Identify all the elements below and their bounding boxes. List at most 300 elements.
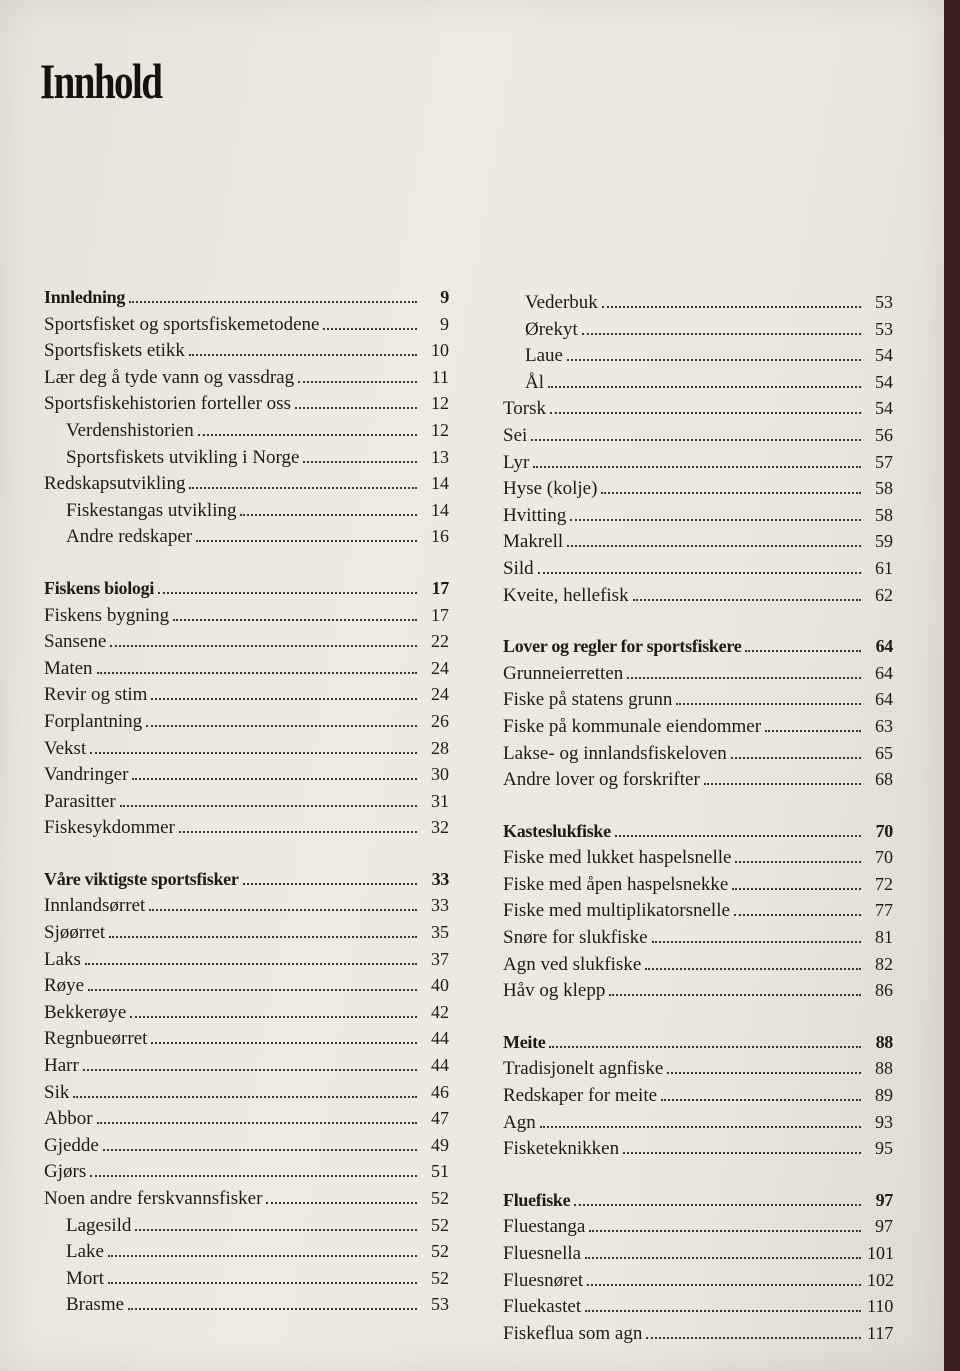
toc-entry-label: Fiskens biologi <box>44 577 155 598</box>
dot-leader <box>646 1337 861 1339</box>
section-spacer <box>44 844 449 869</box>
toc-entry <box>503 425 893 452</box>
dot-leader <box>538 572 861 574</box>
page-title: Innhold <box>40 53 162 109</box>
toc-entry-label: Harr <box>44 1055 79 1077</box>
dot-leader <box>533 466 861 468</box>
toc-page-number: 17 <box>431 577 449 598</box>
toc-section-heading <box>44 578 449 605</box>
toc-entry <box>503 531 893 558</box>
toc-entry-label: Abbor <box>44 1108 93 1130</box>
toc-entry-label: Vekst <box>44 737 87 759</box>
dot-leader <box>130 1016 417 1018</box>
dot-leader <box>303 461 417 463</box>
dot-leader <box>135 1229 417 1231</box>
toc-page-number: 14 <box>431 473 449 494</box>
dot-leader <box>585 1310 861 1312</box>
dot-leader <box>661 1099 861 1101</box>
dot-leader <box>548 386 861 388</box>
toc-page-number: 32 <box>431 817 449 838</box>
toc-entry <box>503 398 893 425</box>
toc-page-number: 70 <box>875 847 893 868</box>
toc-page-number: 101 <box>867 1243 894 1263</box>
toc-entry <box>44 393 449 420</box>
toc-entry-label: Fiske med lukket haspelsnelle <box>503 847 732 869</box>
toc-entry <box>44 738 449 765</box>
dot-leader <box>652 941 861 943</box>
toc-page-number: 61 <box>875 557 893 578</box>
dot-leader <box>676 703 861 705</box>
toc-page-number: 53 <box>875 292 893 312</box>
toc-left-column <box>44 287 449 1321</box>
toc-entry <box>44 922 449 949</box>
toc-entry <box>44 764 449 791</box>
toc-page-number: 88 <box>875 1058 893 1079</box>
toc-entry <box>44 631 449 658</box>
toc-entry-label: Sportsfiskets utvikling i Norge <box>66 446 300 468</box>
toc-entry-label: Regnbueørret <box>44 1028 148 1050</box>
toc-page-number: 44 <box>431 1028 449 1049</box>
dot-leader <box>323 328 417 330</box>
toc-entry-label: Makrell <box>503 531 564 553</box>
toc-entry <box>503 478 893 505</box>
toc-entry <box>44 1294 449 1321</box>
toc-entry-label: Sansene <box>44 631 107 653</box>
toc-page-number: 70 <box>875 820 893 841</box>
toc-page-number: 28 <box>431 737 449 758</box>
toc-entry <box>503 345 893 372</box>
toc-entry-label: Innledning <box>44 287 126 307</box>
toc-page-number: 97 <box>875 1216 893 1237</box>
section-spacer <box>44 553 449 578</box>
toc-entry <box>44 500 449 527</box>
toc-entry-label: Meite <box>503 1031 546 1052</box>
section-spacer <box>503 1007 893 1032</box>
toc-entry <box>44 1002 449 1029</box>
toc-entry <box>503 452 893 479</box>
dot-leader <box>90 1175 417 1177</box>
dot-leader <box>585 1257 861 1259</box>
dot-leader <box>587 1284 861 1286</box>
toc-entry <box>44 949 449 976</box>
toc-entry-label: Gjørs <box>44 1161 87 1183</box>
dot-leader <box>110 645 417 647</box>
toc-entry <box>503 980 893 1007</box>
toc-page-number: 82 <box>875 953 893 974</box>
toc-page-number: 64 <box>875 662 893 683</box>
dot-leader <box>765 730 861 732</box>
toc-entry <box>503 927 893 954</box>
toc-entry-label: Lakse- og innlandsfiskeloven <box>503 742 727 764</box>
toc-section-heading <box>503 636 893 663</box>
toc-page-number: 24 <box>431 657 449 678</box>
toc-entry-label: Fiske med multiplikatorsnelle <box>503 900 730 922</box>
toc-entry <box>503 743 893 770</box>
toc-entry-label: Laks <box>44 948 81 970</box>
toc-entry <box>503 689 893 716</box>
toc-entry <box>503 663 893 690</box>
toc-page-number: 33 <box>431 895 449 916</box>
toc-page-number: 30 <box>431 764 449 785</box>
toc-entry <box>503 558 893 585</box>
toc-entry <box>44 1028 449 1055</box>
toc-page-number: 63 <box>875 715 893 736</box>
dot-leader <box>158 592 417 594</box>
dot-leader <box>615 835 861 837</box>
dot-leader <box>645 968 861 970</box>
toc-page-number: 52 <box>431 1214 449 1235</box>
toc-entry-label: Maten <box>44 657 93 679</box>
toc-page-number: 53 <box>875 318 893 339</box>
toc-entry-label: Håv og klepp <box>503 980 606 1002</box>
dot-leader <box>88 989 417 991</box>
toc-page-number: 26 <box>431 710 449 731</box>
toc-entry <box>503 1138 893 1165</box>
toc-page-number: 65 <box>875 742 893 763</box>
toc-entry <box>44 1215 449 1242</box>
dot-leader <box>129 301 417 303</box>
toc-entry <box>44 975 449 1002</box>
toc-page-number: 64 <box>875 636 893 657</box>
toc-page-number: 12 <box>431 393 449 414</box>
dot-leader <box>627 677 861 679</box>
toc-entry-label: Torsk <box>503 398 547 420</box>
toc-entry <box>503 1085 893 1112</box>
toc-entry-label: Lær deg å tyde vann og vassdrag <box>44 366 295 388</box>
toc-section-heading <box>503 821 893 848</box>
dot-leader <box>97 672 417 674</box>
dot-leader <box>179 831 417 833</box>
toc-entry-label: Sei <box>503 424 528 446</box>
dot-leader <box>633 599 861 601</box>
toc-entry-label: Snøre for slukfiske <box>503 927 648 949</box>
toc-entry-label: Redskapsutvikling <box>44 473 186 495</box>
toc-entry-label: Fluefiske <box>503 1189 571 1210</box>
toc-page-number: 49 <box>431 1134 449 1155</box>
toc-page-number: 47 <box>431 1108 449 1129</box>
toc-page-number: 110 <box>867 1296 894 1317</box>
toc-page-number: 33 <box>431 868 449 889</box>
toc-entry <box>44 684 449 711</box>
toc-page-number: 88 <box>875 1031 893 1052</box>
dot-leader <box>90 752 417 754</box>
toc-entry <box>44 1241 449 1268</box>
toc-entry <box>44 473 449 500</box>
toc-entry <box>503 1323 893 1350</box>
toc-entry <box>503 847 893 874</box>
toc-page-number: 52 <box>431 1267 449 1288</box>
toc-page-number: 17 <box>431 604 449 625</box>
toc-page-number: 56 <box>875 424 893 445</box>
toc-entry <box>503 1112 893 1139</box>
dot-leader <box>570 519 861 521</box>
toc-page-number: 42 <box>431 1001 449 1022</box>
section-spacer <box>503 1165 893 1190</box>
toc-page-number: 58 <box>875 478 893 499</box>
dot-leader <box>151 1042 417 1044</box>
dot-leader <box>734 914 861 916</box>
toc-section-heading <box>503 1190 893 1217</box>
toc-page-number: 102 <box>867 1269 894 1290</box>
toc-entry <box>503 292 893 319</box>
toc-entry <box>503 1296 893 1323</box>
toc-entry <box>44 658 449 685</box>
toc-page-number: 14 <box>431 499 449 520</box>
dot-leader <box>97 1122 417 1124</box>
dot-leader <box>609 994 861 996</box>
toc-entry <box>44 1108 449 1135</box>
toc-entry-label: Sportsfiskets etikk <box>44 340 185 362</box>
dot-leader <box>295 407 417 409</box>
toc-entry <box>44 711 449 738</box>
toc-entry-label: Agn ved slukfiske <box>503 953 642 975</box>
toc-entry-label: Parasitter <box>44 790 116 812</box>
toc-page-number: 53 <box>431 1294 449 1315</box>
dot-leader <box>745 650 861 652</box>
toc-entry-label: Lover og regler for sportsfiskere <box>503 636 742 657</box>
dot-leader <box>623 1152 861 1154</box>
toc-entry-label: Fiskestangas utvikling <box>66 499 237 521</box>
toc-entry-label: Røye <box>44 975 85 997</box>
dot-leader <box>298 381 417 383</box>
toc-entry <box>44 340 449 367</box>
toc-entry-label: Fluesnella <box>503 1243 582 1264</box>
toc-entry <box>503 1058 893 1085</box>
dot-leader <box>602 306 861 308</box>
toc-page-number: 54 <box>875 371 893 392</box>
toc-entry-label: Fiske på kommunale eiendommer <box>503 715 762 737</box>
toc-entry <box>44 791 449 818</box>
toc-page-number: 117 <box>867 1322 894 1343</box>
toc-entry-label: Fiskesykdommer <box>44 817 175 839</box>
toc-entry-label: Redskaper for meite <box>503 1085 658 1107</box>
dot-leader <box>196 540 417 542</box>
toc-page-number: 22 <box>431 631 449 652</box>
dot-leader <box>103 1149 417 1151</box>
toc-entry <box>44 1188 449 1215</box>
toc-page-number: 52 <box>431 1241 449 1262</box>
toc-entry-label: Noen andre ferskvannsfisker <box>44 1188 263 1209</box>
dot-leader <box>85 963 417 965</box>
toc-page-number: 44 <box>431 1055 449 1076</box>
toc-entry-label: Andre lover og forskrifter <box>503 769 700 791</box>
dot-leader <box>540 1126 861 1128</box>
toc-page-number: 89 <box>875 1085 893 1106</box>
toc-entry-label: Kveite, hellefisk <box>503 584 629 606</box>
toc-entry-label: Fluestanga <box>503 1216 586 1238</box>
toc-entry <box>44 1268 449 1295</box>
toc-entry-label: Ørekyt <box>525 318 578 340</box>
dot-leader <box>601 492 861 494</box>
toc-entry-label: Agn <box>503 1111 536 1133</box>
dot-leader <box>550 412 861 414</box>
toc-entry <box>44 1055 449 1082</box>
toc-entry-label: Våre viktigste sportsfisker <box>44 868 239 889</box>
toc-page-number: 97 <box>875 1189 893 1210</box>
toc-page-number: 93 <box>875 1111 893 1132</box>
toc-entry-label: Hvitting <box>503 504 567 526</box>
toc-entry-label: Fiskeflua som agn <box>503 1322 643 1344</box>
toc-entry <box>503 372 893 399</box>
dot-leader <box>120 805 417 807</box>
toc-page-number: 64 <box>875 689 893 710</box>
dot-leader <box>151 698 417 700</box>
toc-entry <box>503 900 893 927</box>
toc-entry-label: Tradisjonelt agnfiske <box>503 1058 664 1080</box>
toc-page-number: 16 <box>431 526 449 547</box>
dot-leader <box>173 619 417 621</box>
toc-page-number: 13 <box>431 446 449 467</box>
toc-page-number: 9 <box>440 287 449 307</box>
toc-page-number: 59 <box>875 531 893 552</box>
toc-entry-label: Lyr <box>503 451 530 473</box>
toc-section-heading <box>503 1032 893 1059</box>
dot-leader <box>732 888 861 890</box>
toc-page-number: 46 <box>431 1081 449 1102</box>
toc-entry-label: Bekkerøye <box>44 1001 127 1023</box>
dot-leader <box>589 1230 861 1232</box>
toc-entry-label: Forplantning <box>44 710 143 732</box>
dot-leader <box>531 439 861 441</box>
toc-page-number: 51 <box>431 1161 449 1182</box>
toc-entry <box>503 769 893 796</box>
toc-entry-label: Vandringer <box>44 764 129 786</box>
toc-entry <box>503 1270 893 1297</box>
toc-page-number: 11 <box>431 366 449 387</box>
dot-leader <box>198 434 417 436</box>
dot-leader <box>132 778 417 780</box>
toc-page-number: 54 <box>875 398 893 419</box>
dot-leader <box>240 514 417 516</box>
dot-leader <box>735 861 861 863</box>
toc-entry-label: Lagesild <box>66 1214 132 1236</box>
toc-entry-label: Andre redskaper <box>66 526 193 548</box>
toc-entry-label: Fluesnøret <box>503 1269 584 1291</box>
dot-leader <box>189 487 417 489</box>
toc-page-number: 62 <box>875 584 893 605</box>
toc-entry <box>503 319 893 346</box>
toc-page-number: 58 <box>875 504 893 525</box>
dot-leader <box>574 1204 861 1206</box>
toc-entry-label: Sild <box>503 557 534 579</box>
dot-leader <box>704 783 861 785</box>
dot-leader <box>146 725 417 727</box>
toc-page-number: 95 <box>875 1138 893 1159</box>
toc-page-number: 86 <box>875 980 893 1001</box>
toc-entry-label: Sjøørret <box>44 922 106 944</box>
dot-leader <box>567 545 861 547</box>
toc-page-number: 81 <box>875 927 893 948</box>
toc-page-number: 52 <box>431 1188 449 1208</box>
toc-page-number: 10 <box>431 340 449 361</box>
toc-entry <box>503 954 893 981</box>
toc-entry <box>503 874 893 901</box>
toc-entry-label: Gjedde <box>44 1134 99 1156</box>
toc-entry-label: Fisketeknikken <box>503 1138 620 1160</box>
toc-entry <box>44 605 449 632</box>
section-spacer <box>503 611 893 636</box>
toc-entry-label: Fiske med åpen haspelsnekke <box>503 873 729 895</box>
toc-entry <box>503 585 893 612</box>
toc-entry <box>503 505 893 532</box>
toc-entry <box>44 447 449 474</box>
dot-leader <box>266 1202 417 1204</box>
toc-page-number: 72 <box>875 873 893 894</box>
dot-leader <box>149 909 417 911</box>
toc-page-number: 24 <box>431 684 449 705</box>
toc-entry <box>44 1082 449 1109</box>
toc-entry-label: Hyse (kolje) <box>503 478 598 500</box>
dot-leader <box>189 354 417 356</box>
toc-entry <box>44 367 449 394</box>
toc-page-number: 35 <box>431 922 449 943</box>
toc-entry-label: Vederbuk <box>525 292 598 313</box>
dot-leader <box>128 1308 417 1310</box>
toc-entry <box>44 526 449 553</box>
toc-page-number: 54 <box>875 345 893 366</box>
toc-entry-label: Revir og stim <box>44 684 148 706</box>
toc-page-number: 68 <box>875 769 893 790</box>
toc-page-number: 37 <box>431 948 449 969</box>
toc-entry-label: Laue <box>525 345 563 367</box>
toc-page-number: 9 <box>440 313 449 334</box>
toc-section-heading <box>44 287 449 314</box>
toc-entry-label: Fiskens bygning <box>44 604 170 626</box>
dot-leader <box>73 1096 417 1098</box>
toc-entry-label: Kasteslukfiske <box>503 820 611 841</box>
toc-page-number: 40 <box>431 975 449 996</box>
toc-entry-label: Ål <box>525 371 544 393</box>
toc-entry <box>44 1161 449 1188</box>
toc-entry <box>503 1243 893 1270</box>
dot-leader <box>567 359 861 361</box>
dot-leader <box>549 1046 861 1048</box>
toc-entry <box>44 817 449 844</box>
toc-entry <box>44 895 449 922</box>
dot-leader <box>731 757 861 759</box>
toc-page-number: 57 <box>875 451 893 472</box>
toc-page-number: 31 <box>431 790 449 811</box>
dot-leader <box>83 1069 417 1071</box>
toc-entry-label: Lake <box>66 1241 104 1263</box>
dot-leader <box>108 1255 417 1257</box>
toc-entry <box>503 1216 893 1243</box>
toc-entry <box>503 716 893 743</box>
toc-entry-label: Fiske på statens grunn <box>503 689 673 711</box>
toc-entry-label: Fluekastet <box>503 1296 582 1318</box>
toc-entry <box>44 314 449 341</box>
toc-entry-label: Mort <box>66 1267 104 1289</box>
toc-entry-label: Verdenshistorien <box>66 419 194 441</box>
toc-entry-label: Innlandsørret <box>44 895 146 917</box>
dot-leader <box>108 1282 417 1284</box>
toc-entry-label: Sik <box>44 1081 70 1103</box>
dot-leader <box>667 1072 861 1074</box>
dot-leader <box>243 883 417 885</box>
toc-right-column <box>503 292 893 1349</box>
section-spacer <box>503 796 893 821</box>
toc-entry <box>44 1135 449 1162</box>
toc-entry-label: Brasme <box>66 1294 125 1316</box>
dot-leader <box>109 936 417 938</box>
dot-leader <box>582 333 861 335</box>
toc-entry <box>44 420 449 447</box>
toc-page-number: 12 <box>431 419 449 440</box>
toc-entry-label: Sportsfisket og sportsfiskemetodene <box>44 313 320 335</box>
toc-section-heading <box>44 869 449 896</box>
toc-entry-label: Sportsfiskehistorien forteller oss <box>44 393 291 415</box>
toc-entry-label: Grunneierretten <box>503 662 624 684</box>
